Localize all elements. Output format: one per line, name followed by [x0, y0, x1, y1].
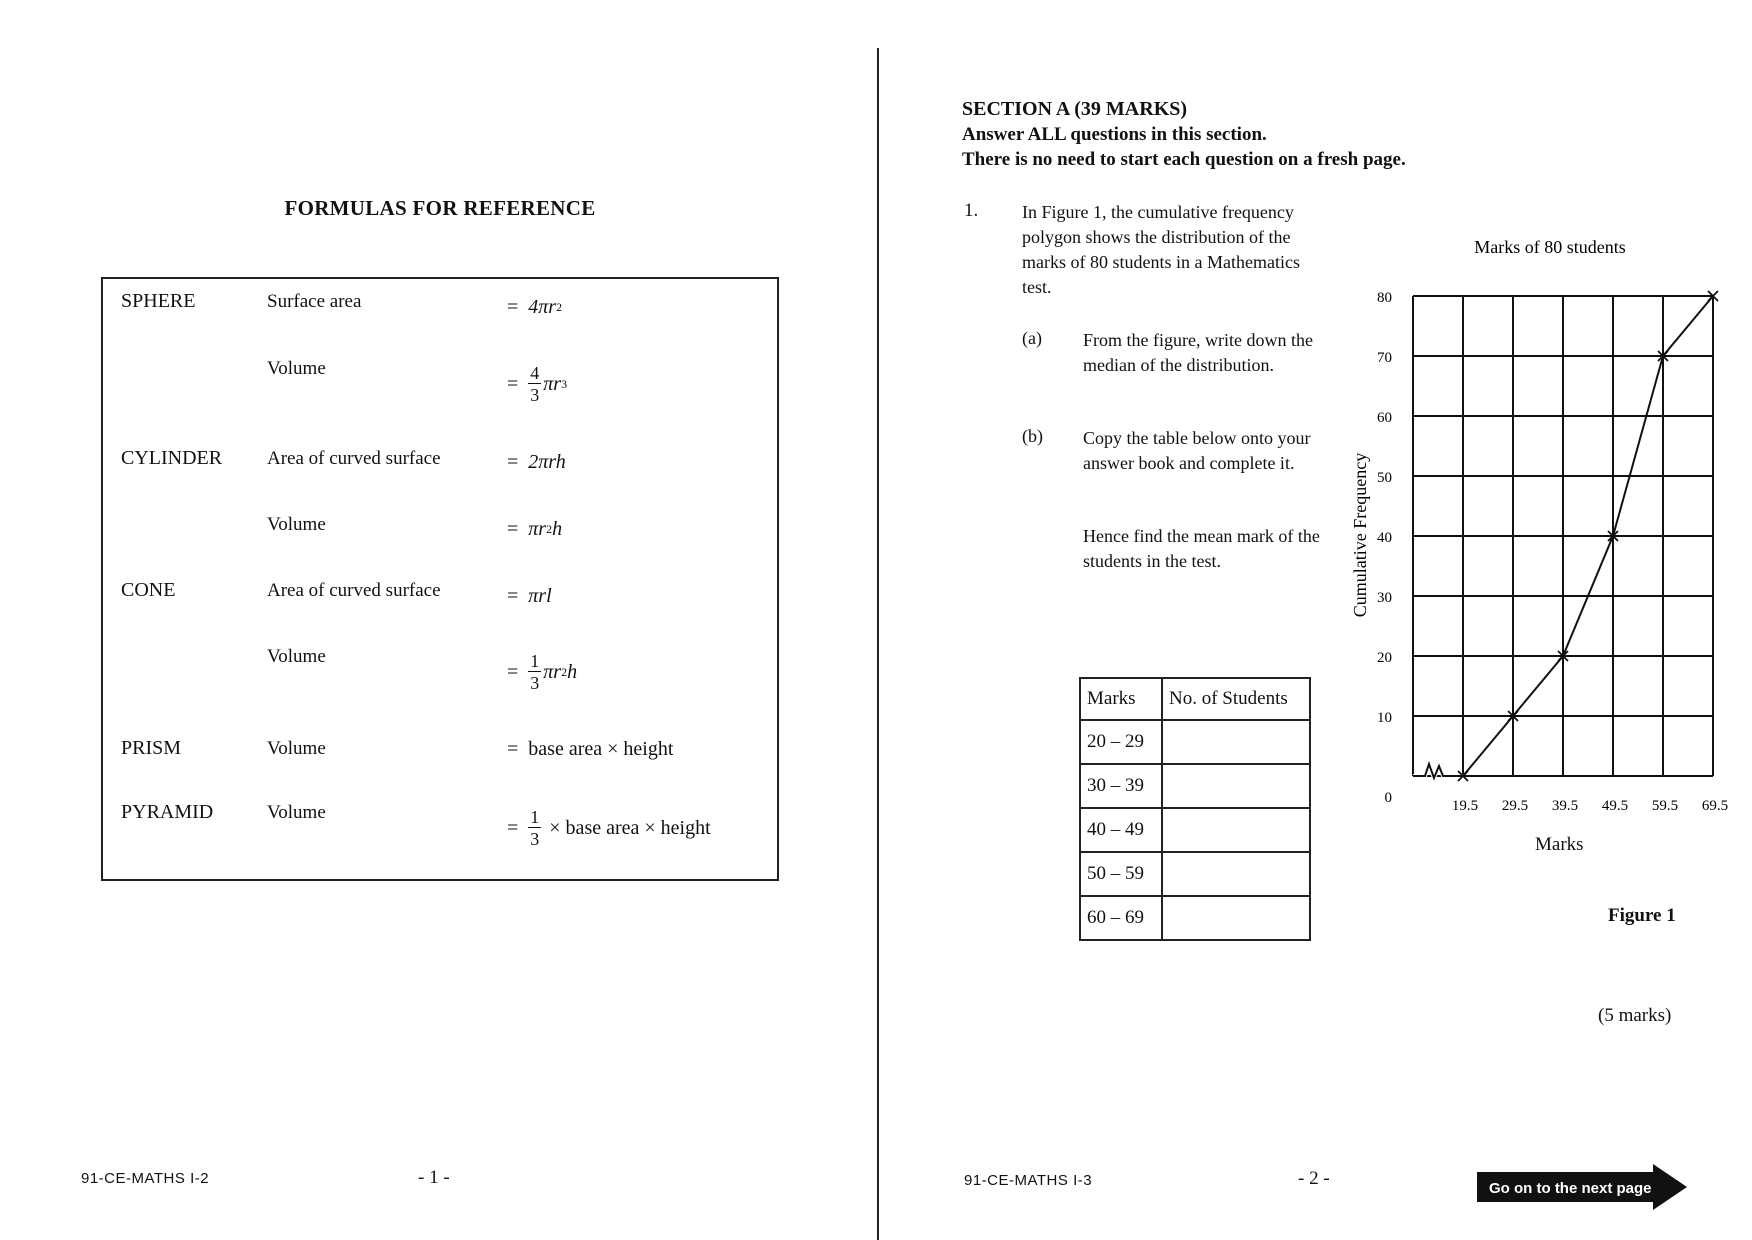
right-page-number: - 2 -: [1298, 1168, 1330, 1189]
cone-label: CONE: [121, 579, 176, 601]
y-tick-label: 0: [1384, 790, 1392, 806]
y-tick-label: 40: [1377, 530, 1392, 546]
table-row: [1080, 808, 1310, 852]
cone-area-formula: = πrl: [507, 585, 552, 607]
table-header-students: No. of Students: [1162, 678, 1310, 720]
pyramid-volume-label: Volume: [267, 802, 326, 823]
cylinder-area-label: Area of curved surface: [267, 448, 441, 469]
chart-title: Marks of 80 students: [1474, 237, 1626, 257]
cylinder-volume-formula: = πr 2 h: [507, 518, 563, 540]
sphere-area-formula: = 4πr 2: [507, 296, 563, 318]
x-tick-label: 69.5: [1701, 798, 1729, 814]
part-a-text: From the figure, write down the median of the distribution.: [1083, 330, 1313, 375]
y-tick-label: 30: [1377, 590, 1392, 606]
next-page-arrow: [1477, 1164, 1689, 1210]
table-cell-marks: 30 – 39: [1080, 764, 1162, 808]
x-tick-label: 39.5: [1551, 798, 1579, 814]
table-cell-blank: [1162, 808, 1310, 852]
left-page-number: - 1 -: [418, 1167, 450, 1188]
fraction: $\frac{1}{3}$: [530, 651, 540, 693]
chart-tick-labels: [1377, 290, 1728, 814]
right-footer-code: 91-CE-MATHS I-3: [964, 1172, 1093, 1189]
cone-volume-formula: = $\frac{1}{3}$ πr 2 h: [507, 651, 578, 693]
table-cell-blank: [1162, 852, 1310, 896]
table-cell-blank: [1162, 764, 1310, 808]
part-b-text: Copy the table below onto your answer book and complete it.: [1083, 428, 1311, 473]
table-row: [1080, 764, 1310, 808]
y-tick-label: 70: [1377, 350, 1392, 366]
table-header-marks: Marks: [1080, 678, 1162, 720]
page-divider: [877, 48, 879, 1240]
table-cell-marks: 50 – 59: [1080, 852, 1162, 896]
prism-volume-formula: = base area × height: [507, 738, 674, 760]
cumulative-frequency-chart: [1340, 230, 1752, 850]
x-tick-label: 59.5: [1651, 798, 1679, 814]
chart-x-axis-label: Marks: [1535, 834, 1584, 855]
y-tick-label: 60: [1377, 410, 1392, 426]
section-instruction-2: There is no need to start each question on a fresh page.: [962, 149, 1406, 170]
y-tick-label: 80: [1377, 290, 1392, 306]
table-row: [1080, 896, 1310, 940]
pyramid-label: PYRAMID: [121, 801, 214, 823]
question-number: 1.: [964, 200, 979, 221]
cylinder-label: CYLINDER: [121, 447, 223, 469]
table-cell-blank: [1162, 896, 1310, 940]
fraction: $\frac{4}{3}$: [530, 363, 540, 405]
part-b-label: (b): [1022, 426, 1043, 446]
y-tick-label: 10: [1377, 710, 1392, 726]
table-row: [1080, 852, 1310, 896]
figure-label: Figure 1: [1608, 905, 1676, 926]
table-cell-marks: 20 – 29: [1080, 720, 1162, 764]
table-row: [1080, 720, 1310, 764]
y-tick-label: 50: [1377, 470, 1392, 486]
section-title: SECTION A (39 MARKS): [962, 98, 1188, 120]
next-page-text: Go on to the next page: [1489, 1180, 1652, 1197]
x-tick-label: 19.5: [1451, 798, 1479, 814]
cylinder-volume-label: Volume: [267, 514, 326, 535]
table-header-row: [1080, 678, 1310, 720]
sphere-area-label: Surface area: [267, 291, 362, 312]
formulas-title: FORMULAS FOR REFERENCE: [284, 196, 596, 220]
sphere-label: SPHERE: [121, 290, 196, 312]
chart-grid: [1413, 296, 1713, 776]
sphere-volume-label: Volume: [267, 358, 326, 379]
table-cell-marks: 40 – 49: [1080, 808, 1162, 852]
marks-table: [1079, 677, 1311, 941]
cylinder-area-formula: = 2πrh: [507, 451, 566, 473]
marks-allocated: (5 marks): [1598, 1005, 1672, 1026]
section-instruction-1: Answer ALL questions in this section.: [962, 124, 1267, 145]
table-cell-marks: 60 – 69: [1080, 896, 1162, 940]
equals-sign: =: [507, 296, 519, 318]
part-b-hence-text: Hence find the mean mark of the students in the test.: [1083, 526, 1320, 571]
cone-area-label: Area of curved surface: [267, 580, 441, 601]
fraction: $\frac{1}{3}$: [530, 807, 540, 849]
chart-y-axis-label: Cumulative Frequency: [1350, 452, 1370, 618]
sphere-volume-formula: = $\frac{4}{3}$ πr 3: [507, 363, 568, 405]
y-tick-label: 20: [1377, 650, 1392, 666]
table-cell-blank: [1162, 720, 1310, 764]
prism-volume-label: Volume: [267, 738, 326, 759]
cone-volume-label: Volume: [267, 646, 326, 667]
left-footer-code: 91-CE-MATHS I-2: [81, 1170, 210, 1187]
pyramid-volume-formula: = $\frac{1}{3}$ × base area × height: [507, 807, 711, 849]
formulas-box: [101, 277, 779, 881]
part-a-label: (a): [1022, 328, 1042, 348]
x-tick-label: 49.5: [1601, 798, 1629, 814]
prism-label: PRISM: [121, 737, 182, 759]
x-tick-label: 29.5: [1501, 798, 1529, 814]
question-intro: In Figure 1, the cumulative frequency polygon shows the distribution of the marks of 80 students in a Mathematics test.: [1022, 202, 1300, 297]
